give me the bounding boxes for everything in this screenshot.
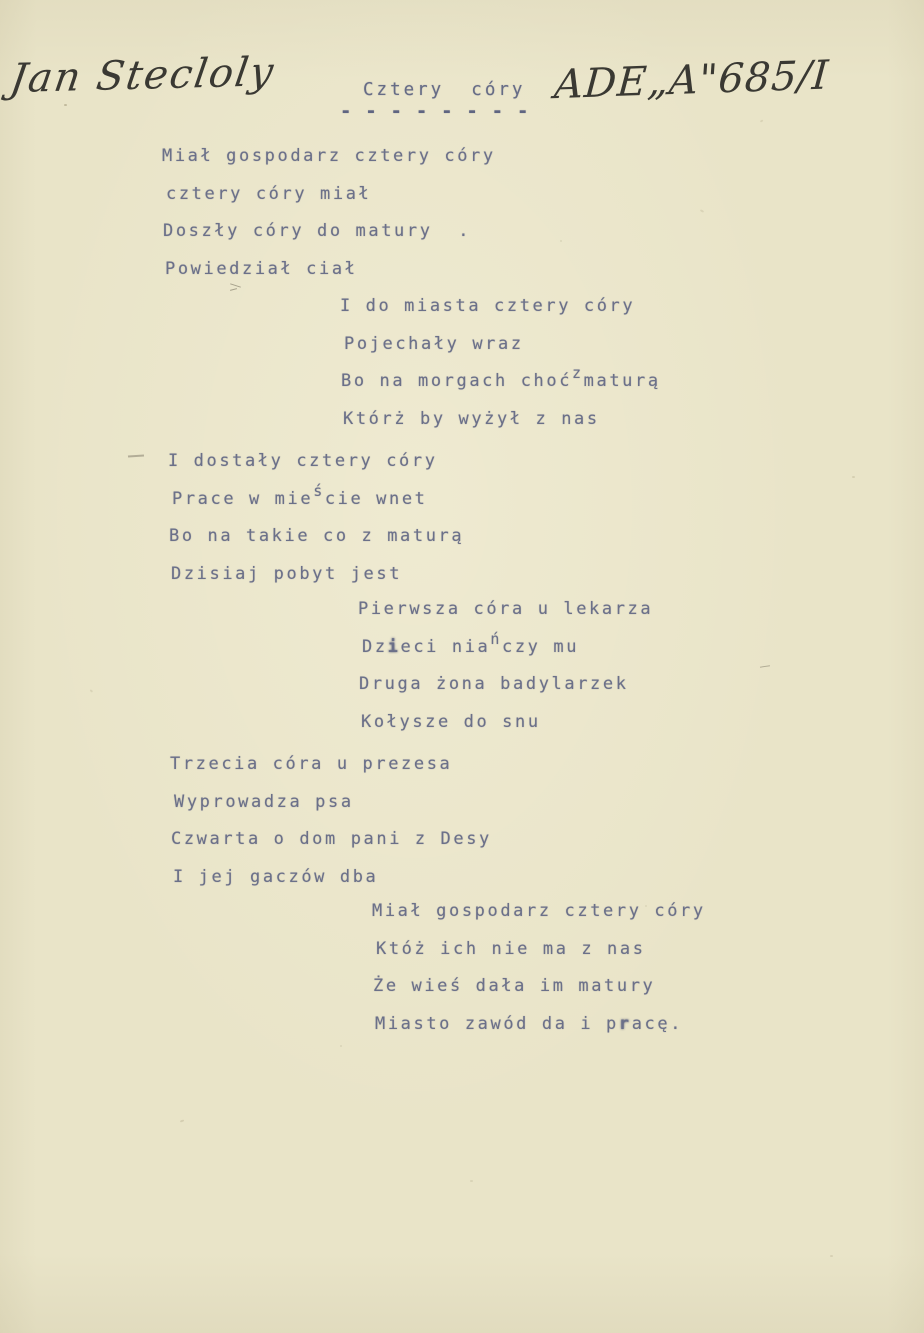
- poem-line: [358, 591, 653, 629]
- pencil-chevron-mark: [230, 283, 242, 293]
- poem-line: [171, 556, 464, 594]
- line-segment: Powiedział ciał: [165, 258, 358, 279]
- page-title: Cztery córy: [363, 80, 526, 100]
- line-segment: Że wieś dała im matury: [373, 976, 656, 996]
- line-segment: Pierwsza córa u lekarza: [358, 599, 654, 619]
- poem-line: [362, 629, 653, 667]
- paper-speck: [180, 1119, 184, 1122]
- line-segment: Kołysze do snu: [361, 711, 541, 732]
- stanza-6: [372, 893, 706, 1043]
- line-segment: Bo na takie co z maturą: [169, 526, 465, 546]
- poem-line: [343, 401, 661, 439]
- line-segment: Czwarta o dom pani z Desy: [171, 829, 492, 849]
- line-segment: Dzisiaj pobyt jest: [171, 563, 403, 584]
- handwritten-name: Jan Stecloly: [7, 49, 279, 103]
- line-segment: Bo na morgach choć: [341, 371, 573, 391]
- catalog-number: ADE„A"685/I: [552, 52, 831, 109]
- paper-speck: [64, 104, 67, 106]
- line-segment: cie wnet: [324, 488, 428, 509]
- line-segment: Miał gospodarz cztery córy: [372, 901, 706, 921]
- poem-line: [173, 859, 492, 897]
- paper-speck: [830, 1255, 833, 1257]
- superscript-correction: ń: [490, 629, 503, 648]
- line-segment: I dostały cztery córy: [168, 451, 438, 471]
- superscript-correction: ś: [313, 481, 325, 500]
- line-segment: acę.: [631, 1013, 684, 1034]
- stanza-4: [358, 591, 653, 741]
- poem-line: [341, 363, 661, 401]
- poem-line: [170, 746, 492, 784]
- paper-speck: [645, 905, 647, 907]
- poem-line: [163, 213, 496, 251]
- poem-line: [168, 443, 464, 481]
- poem-line: [375, 1006, 706, 1044]
- poem-line: [174, 784, 492, 822]
- poem-line: [359, 666, 653, 704]
- paper-speck: [560, 240, 562, 242]
- poem-line: [162, 138, 496, 176]
- superscript-correction: z: [572, 364, 584, 382]
- poem-line: [344, 326, 661, 364]
- stanza-5: [170, 746, 492, 896]
- overstruck-character: r: [618, 1013, 632, 1034]
- poem-line: [165, 251, 496, 289]
- stanza-1: [162, 138, 496, 288]
- poem-line: [172, 481, 464, 519]
- paper-speck: [206, 60, 208, 62]
- line-segment: Któż ich nie ma z nas: [376, 938, 646, 959]
- line-segment: Dz: [362, 636, 388, 657]
- poem-line: [166, 176, 496, 214]
- line-segment: Prace w mie: [172, 488, 314, 509]
- paper-speck: [760, 119, 763, 122]
- poem-line: [372, 893, 706, 931]
- paper-speck: [340, 1045, 342, 1047]
- line-segment: I do miasta cztery córy: [340, 296, 636, 316]
- paper-speck: [852, 476, 855, 478]
- line-segment: Druga żona badylarzek: [359, 674, 629, 694]
- line-segment: czy mu: [502, 636, 580, 657]
- paper-speck: [470, 1180, 473, 1182]
- poem-line: [361, 704, 653, 742]
- paper-speck: [90, 689, 93, 692]
- paper-speck: [700, 209, 704, 213]
- poem-line: [171, 821, 492, 859]
- overstruck-character: i: [387, 636, 401, 657]
- title-underline: - - - - - - - -: [340, 100, 530, 122]
- line-segment: Trzecia córa u prezesa: [170, 754, 453, 774]
- poem-line: [169, 518, 464, 556]
- line-segment: cztery córy miał: [166, 183, 372, 204]
- poem-line: [373, 968, 706, 1006]
- pencil-dash-mark: [760, 665, 770, 667]
- pencil-dash-mark: [128, 454, 144, 457]
- line-segment: Doszły córy do matury .: [163, 221, 472, 241]
- line-segment: eci nia: [400, 636, 491, 657]
- stanza-3: [168, 443, 464, 593]
- poem-line: [376, 931, 706, 969]
- poem-line: [340, 288, 661, 326]
- line-segment: Pojechały wraz: [344, 333, 524, 354]
- line-segment: Wyprowadza psa: [174, 791, 354, 812]
- line-segment: Którż by wyżył z nas: [343, 408, 600, 429]
- stanza-2: [340, 288, 661, 438]
- line-segment: I jej gaczów dba: [173, 866, 379, 887]
- line-segment: maturą: [583, 371, 661, 391]
- line-segment: Miasto zawód da i p: [375, 1013, 619, 1034]
- line-segment: Miał gospodarz cztery córy: [162, 146, 496, 166]
